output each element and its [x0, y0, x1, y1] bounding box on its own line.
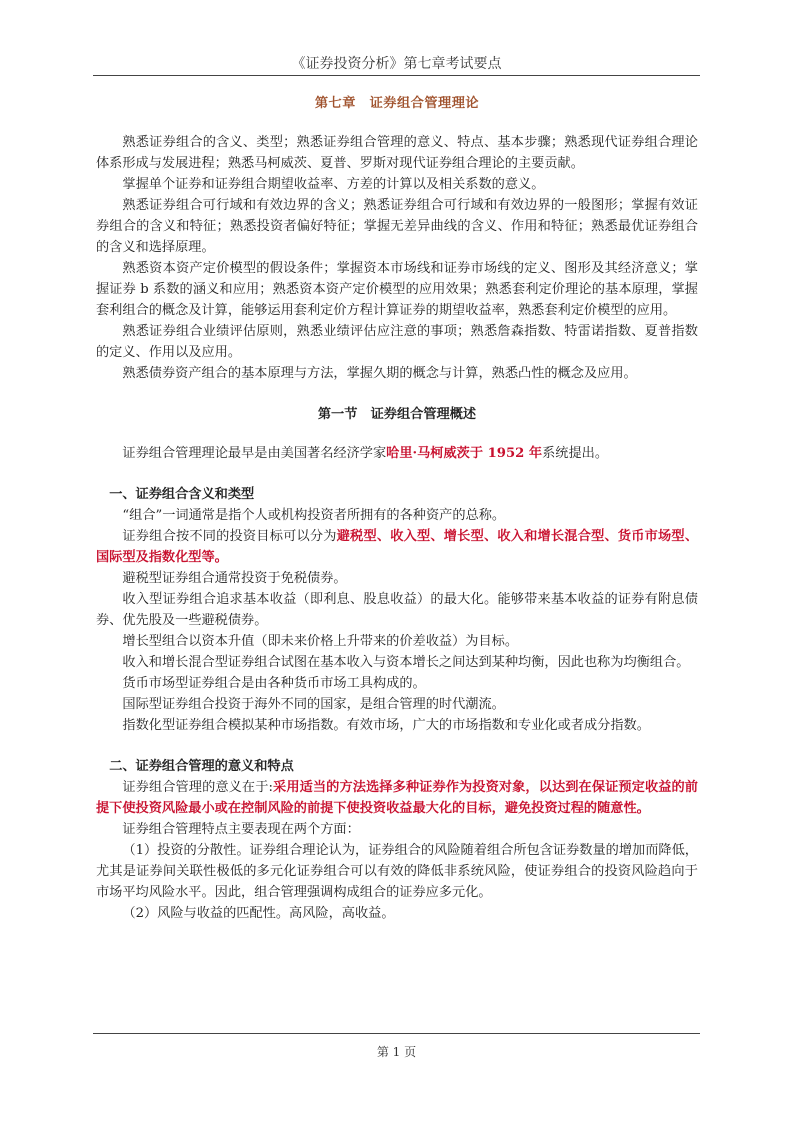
page-content — [96, 93, 698, 924]
body-paragraph: 增长型组合以资本升值（即未来价格上升带来的价差收益）为目标。 — [122, 634, 519, 649]
section-intro — [96, 443, 698, 464]
intro-text-end: 系统提出。 — [542, 446, 609, 461]
body-paragraph: （1）投资的分散性。证券组合理论认为，证券组合的风险随着组合所包含证券数量的增加而降低，尤其是证券间关联性极低的多元化证券组合可以有效的降低非系统风险，使证券组合的投资风险趋向于市场平均风险水平。因此，组合管理强调构成组合的证券应多元化。 — [96, 843, 698, 900]
body-paragraph: 收入型证券组合追求基本收益（即利息、股息收益）的最大化。能够带来基本收益的证券有附息债券、优先股及一些避税债券。 — [96, 592, 698, 628]
subsection-heading: 一、证券组合含义和类型 — [109, 487, 255, 502]
objective-paragraph: 熟悉证券组合可行域和有效边界的含义；熟悉证券组合可行域和有效边界的一般图形；掌握有效证券组合的含义和特征；熟悉投资者偏好特征；掌握无差异曲线的含义、作用和特征；熟悉最优证券组合的含义和选择原理。 — [96, 198, 698, 255]
page-number: 第 1 页 — [376, 1045, 417, 1059]
spacer — [96, 736, 698, 756]
body-paragraph: “组合”一词通常是指个人或机构投资者所拥有的各种资产的总称。 — [122, 508, 506, 523]
body-paragraph — [96, 777, 698, 819]
objective-paragraph: 熟悉债券资产组合的基本原理与方法，掌握久期的概念与计算，熟悉凸性的概念及应用。 — [122, 366, 637, 381]
body-paragraph: 指数化型证券组合模拟某种市场指数。有效市场，广大的市场指数和专业化或者成分指数。 — [122, 718, 650, 733]
spacer — [96, 384, 698, 404]
subsection-heading: 二、证券组合管理的意义和特点 — [109, 759, 294, 774]
objective-paragraph: 熟悉证券组合业绩评估原则，熟悉业绩评估应注意的事项；熟悉詹森指数、特雷诺指数、夏普指数的定义、作用以及应用。 — [96, 324, 698, 360]
intro-highlight: 哈里·马柯威茨于 1952 年 — [386, 446, 543, 461]
objective-paragraph: 熟悉证券组合的含义、类型；熟悉证券组合管理的意义、特点、基本步骤；熟悉现代证券组合理论体系形成与发展进程；熟悉马柯威茨、夏普、罗斯对现代证券组合理论的主要贡献。 — [96, 135, 698, 171]
significance-highlight: 采用适当的方法选择多种证券作为投资对象，以达到在保证预定收益的前提下使投资风险最小或在控制风险的前提下使投资收益最大化的目标，避免投资过程的随意性。 — [96, 780, 698, 816]
header-rule — [93, 75, 700, 76]
body-paragraph: 货币市场型证券组合是由各种货币市场工具构成的。 — [122, 676, 426, 691]
body-paragraph: 避税型证券组合通常投资于免税债券。 — [122, 571, 347, 586]
intro-text: 证券组合管理理论最早是由美国著名经济学家 — [122, 446, 387, 461]
objective-paragraph: 熟悉资本资产定价模型的假设条件；掌握资本市场线和证券市场线的定义、图形及其经济意义；掌握证券 b 系数的涵义和应用；熟悉资本资产定价模型的应用效果；熟悉套利定价理论的基本原理，掌握套利组合的概念及计算，能够运用套利定价方程计算证券的期望收益率，熟悉套利定价模型的应用。 — [96, 261, 698, 318]
document-header-title: 《证券投资分析》第七章考试要点 — [291, 56, 502, 72]
objective-paragraph: 掌握单个证券和证券组合期望收益率、方差的计算以及相关系数的意义。 — [122, 177, 545, 192]
body-paragraph: （2）风险与收益的匹配性。高风险，高收益。 — [122, 906, 395, 921]
body-paragraph: 证券组合管理特点主要表现在两个方面： — [122, 822, 360, 837]
body-paragraph — [96, 526, 698, 568]
chapter-title: 第七章 证券组合管理理论 — [314, 96, 480, 111]
portfolio-types-highlight: 避税型、收入型、增长型、收入和增长混合型、货币市场型、国际型及指数化型等。 — [96, 529, 699, 565]
spacer — [96, 464, 698, 484]
body-paragraph: 国际型证券组合投资于海外不同的国家，是组合管理的时代潮流。 — [122, 697, 505, 712]
body-text: 证券组合按不同的投资目标可以分为 — [122, 529, 337, 544]
section-title: 第一节 证券组合管理概述 — [317, 407, 477, 422]
body-text: 证券组合管理的意义在于: — [122, 780, 273, 795]
footer-rule — [93, 1033, 700, 1034]
body-paragraph: 收入和增长混合型证券组合试图在基本收入与资本增长之间达到某种均衡，因此也称为均衡组合。 — [122, 655, 690, 670]
